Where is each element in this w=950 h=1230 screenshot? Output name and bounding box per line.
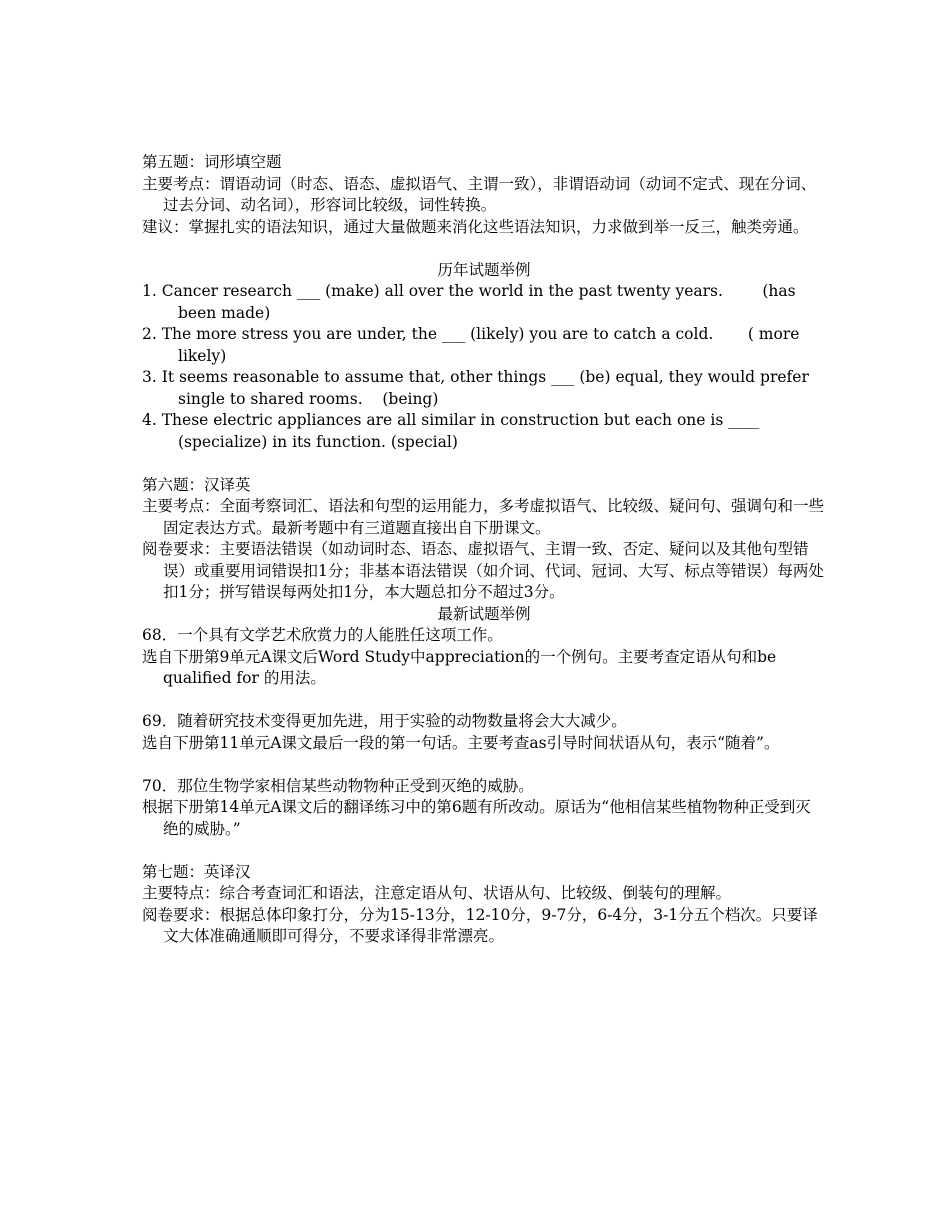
spacer [142, 840, 826, 862]
section7-features: 主要特点：综合考查词汇和语法，注意定语从句、状语从句、比较级、倒装句的理解。 [142, 884, 732, 902]
section6-title: 第六题：汉译英 [142, 475, 251, 494]
example-text: 1. Cancer research ___ (make) all over the world in the past twenty years. [142, 282, 723, 300]
question-70-note: 根据下册第14单元A课文后的翻译练习中的第6题有所改动。原话为“他相信某些植物物种正受到灭绝的威胁。” [142, 798, 811, 838]
example-text: 2. The more stress you are under, the ___ (likely) you are to catch a cold. [142, 325, 714, 343]
section5-examples-heading: 历年试题举例 [437, 260, 531, 279]
section5-points: 主要考点：谓语动词（时态、语态、虚拟语气、主谓一致），非谓语动词（动词不定式、现在分词、过去分词、动名词），形容词比较级，词性转换。 [142, 174, 817, 214]
document-page [142, 152, 826, 948]
example-answer: ( more likely) [178, 325, 800, 365]
example-answer: (special) [390, 432, 458, 451]
question-69: 69．随着研究技术变得更加先进，用于实验的动物数量将会大大减少。 [142, 712, 627, 730]
example-item [142, 324, 826, 367]
question-70: 70．那位生物学家相信某些动物物种正受到灭绝的威胁。 [142, 776, 534, 795]
section6-examples-heading: 最新试题举例 [437, 604, 531, 623]
spacer [142, 238, 826, 260]
section7-title: 第七题：英译汉 [142, 862, 251, 881]
example-item [142, 281, 826, 324]
example-answer: (has been made) [178, 282, 796, 322]
example-item [142, 367, 826, 410]
question-68: 68．一个具有文学艺术欣赏力的人能胜任这项工作。 [142, 626, 503, 644]
spacer [142, 690, 826, 712]
example-text: 4. These electric appliances are all similar in construction but each one is ____ (specialize) in its function. [142, 411, 760, 451]
example-item [142, 410, 826, 453]
spacer [142, 453, 826, 475]
section6-grading: 阅卷要求：主要语法错误（如动词时态、语态、虚拟语气、主谓一致、否定、疑问以及其他句型错误）或重要用词错误扣1分；非基本语法错误（如介词、代词、冠词、大写、标点等错误）每两处扣1分；拼写错误每两处扣1分，本大题总扣分不超过3分。 [142, 540, 824, 601]
section5-title: 第五题：词形填空题 [142, 153, 282, 171]
question-69-note: 选自下册第11单元A课文最后一段的第一句话。主要考查as引导时间状语从句，表示“随着”。 [142, 733, 780, 752]
section7-grading: 阅卷要求：根据总体印象打分，分为15-13分，12-10分，9-7分，6-4分，3-1分五个档次。只要译文大体准确通顺即可得分，不要求译得非常漂亮。 [142, 905, 818, 945]
section6-points: 主要考点：全面考察词汇、语法和句型的运用能力，多考虚拟语气、比较级、疑问句、强调句和一些固定表达方式。最新考题中有三道题直接出自下册课文。 [142, 497, 825, 537]
section5-advice: 建议：掌握扎实的语法知识，通过大量做题来消化这些语法知识，力求做到举一反三，触类旁通。 [142, 217, 809, 236]
example-answer: (being) [382, 389, 439, 408]
example-text: 3. It seems reasonable to assume that, other things ___ (be) equal, they would prefer single to shared rooms. [142, 368, 809, 408]
spacer [142, 754, 826, 776]
question-68-note: 选自下册第9单元A课文后Word Study中appreciation的一个例句。主要考查定语从句和be qualified for 的用法。 [142, 647, 777, 687]
